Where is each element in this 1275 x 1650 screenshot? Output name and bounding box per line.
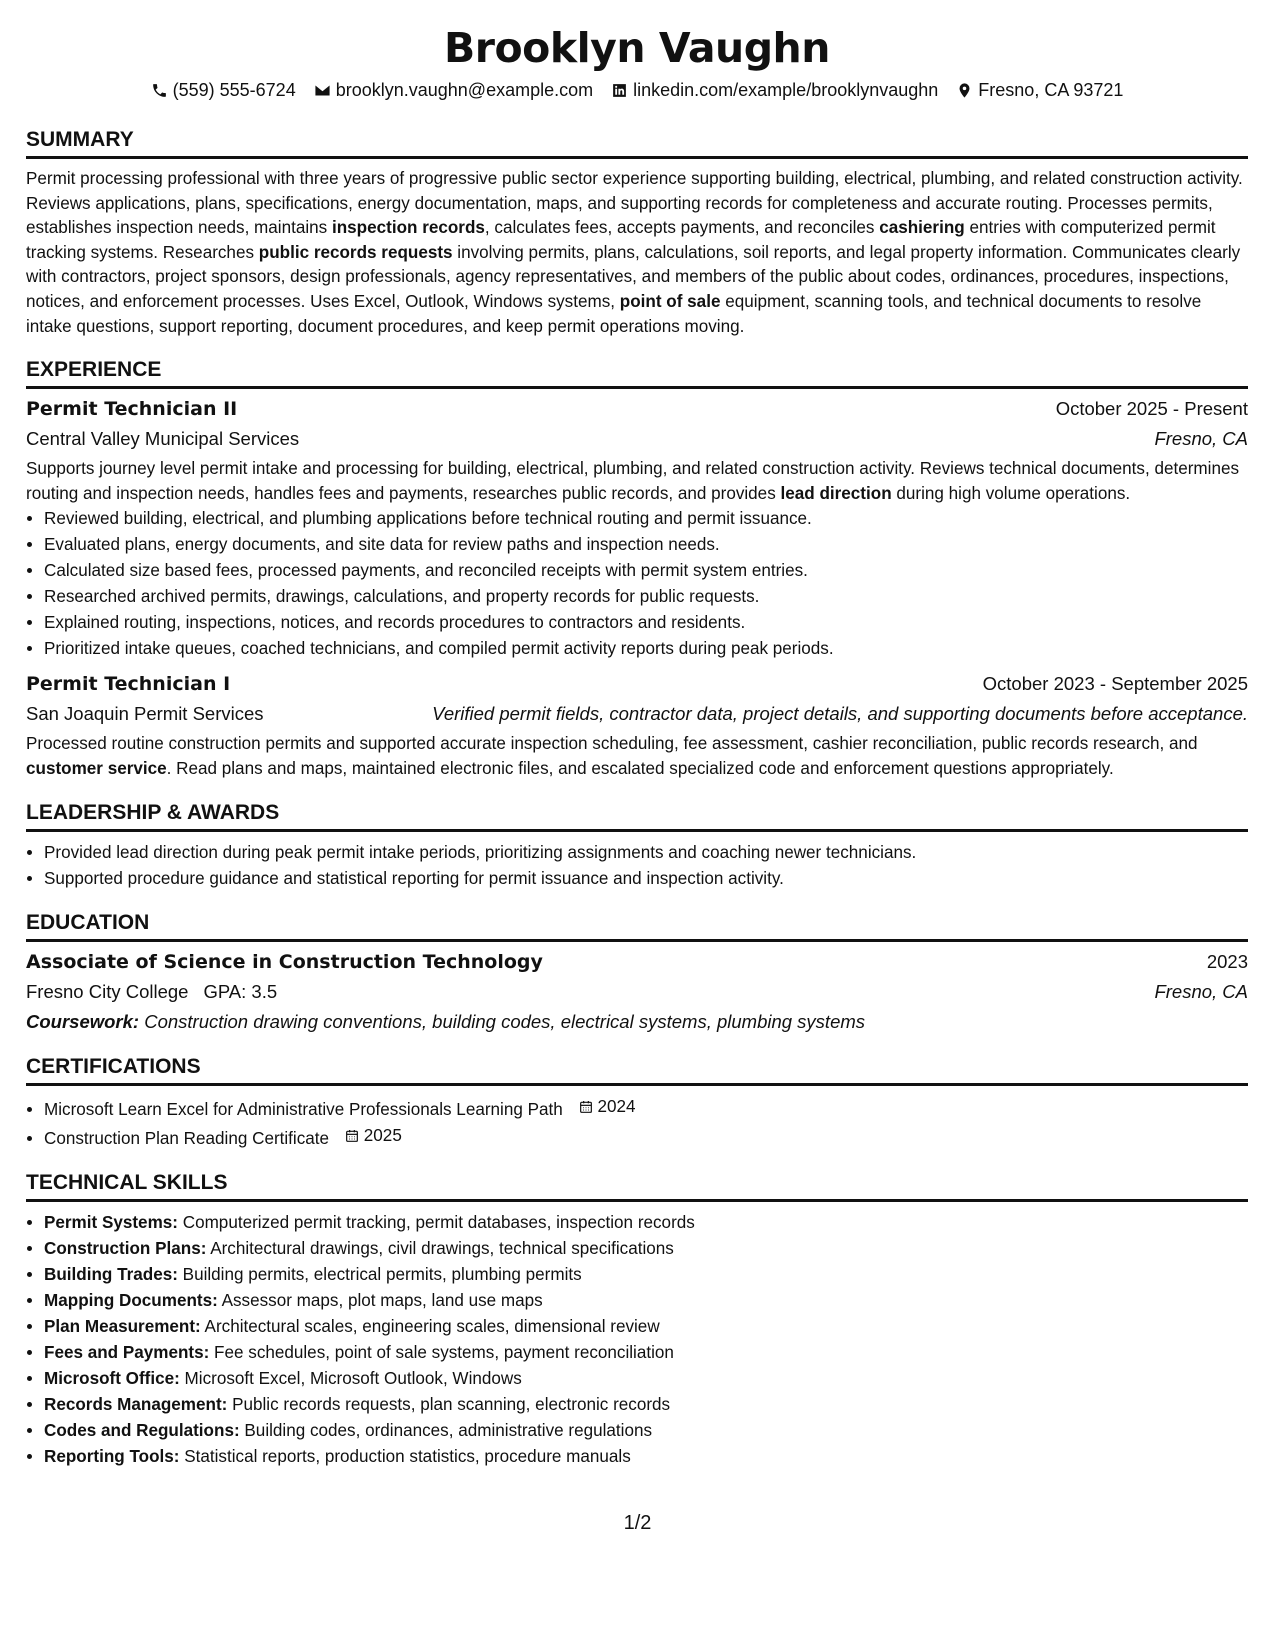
certification-date [578, 1094, 636, 1120]
job-date: October 2025 - Present [1055, 398, 1248, 420]
summary-part: equipment, scanning tools, and technical documents to resolve intake questions, support reporting, document procedures, and keep permit operations moving. [26, 291, 1202, 336]
candidate-name: Brooklyn Vaughn [444, 24, 830, 72]
list-item: • Prioritized intake queues, coached technicians, and compiled permit activity reports during peak periods. [44, 636, 1248, 662]
skill-label: Fees and Payments: [44, 1342, 210, 1362]
envelope-icon [314, 82, 331, 99]
calendar-icon [578, 1099, 594, 1115]
list-item [44, 1444, 1248, 1470]
skill-value: Microsoft Excel, Microsoft Outlook, Windows [179, 1368, 522, 1388]
list-item: • Evaluated plans, energy documents, and site data for review paths and inspection needs. [44, 532, 1248, 558]
skill-label: Plan Measurement: [44, 1316, 201, 1336]
list-item [44, 1123, 1248, 1152]
gpa: GPA: 3.5 [203, 980, 278, 1002]
contact-phone [151, 78, 296, 102]
certification-name: Microsoft Learn Excel for Administrative Professionals Learning Path [44, 1099, 563, 1119]
contact-linkedin [611, 78, 938, 102]
skill-label: Microsoft Office: [44, 1368, 180, 1388]
education-subheader [26, 978, 1248, 1006]
skill-label: Permit Systems: [44, 1212, 178, 1232]
list-item: • Researched archived permits, drawings, calculations, and property records for public requests. [44, 584, 1248, 610]
job-organization: Central Valley Municipal Services [26, 428, 300, 450]
coursework [26, 1008, 1248, 1036]
job-title: Permit Technician II [26, 398, 238, 421]
job-description-part: during high volume operations. [891, 483, 1131, 503]
contact-location [956, 78, 1123, 102]
summary-keyword: cashiering [879, 218, 965, 238]
list-item [44, 1094, 1248, 1123]
leadership-list [26, 840, 1248, 892]
list-item [44, 1392, 1248, 1418]
job-subheader [26, 700, 1248, 728]
list-item [44, 1314, 1248, 1340]
email-link[interactable]: brooklyn.vaughn@example.com [335, 80, 594, 100]
contact-bar [26, 78, 1248, 102]
summary-part: involving permits, plans, calculations, soil reports, and legal property information. Communicates clearly with contractors, project sponsors, design professionals, agency representatives, and members of the public about codes, ordinances, procedures, inspections, notices, and enforcement processes. Uses Excel, Outlook, Windows systems, [26, 242, 1241, 311]
leadership-heading: LEADERSHIP & AWARDS [26, 800, 1248, 832]
job-bullets [26, 506, 1248, 662]
list-item: • Reviewed building, electrical, and plumbing applications before technical routing and permit issuance. [44, 506, 1248, 532]
linkedin-icon [611, 82, 628, 99]
school-name: Fresno City College [26, 980, 189, 1002]
job-organization: San Joaquin Permit Services [26, 703, 264, 725]
job-description-part: Supports journey level permit intake and processing for building, electrical, plumbing, and related construction activity. Reviews technical documents, determines routing and inspection needs, handles fees and payments, researches public records, and provides [26, 459, 1240, 503]
job-description-part: Processed routine construction permits and supported accurate inspection scheduling, fee assessment, cashier reconciliation, public records research, and [26, 734, 1198, 754]
calendar-icon [344, 1128, 360, 1144]
coursework-list: Construction drawing conventions, building codes, electrical systems, plumbing systems [139, 1010, 866, 1032]
skills-heading: TECHNICAL SKILLS [26, 1170, 1248, 1202]
skill-value: Building permits, electrical permits, plumbing permits [177, 1264, 582, 1284]
phone-icon [151, 82, 168, 99]
list-item: • Calculated size based fees, processed payments, and reconciled receipts with permit system entries. [44, 558, 1248, 584]
phone-text: (559) 555-6724 [172, 80, 296, 100]
list-item [44, 1236, 1248, 1262]
summary-keyword: inspection records [331, 218, 485, 238]
summary-part: Permit processing professional with three years of progressive public sector experience supporting building, electrical, plumbing, and related construction activity. Reviews applications, plans, specifications, energy documentation, maps, and supporting records for completeness and accurate routing. Processes permits, establishes inspection needs, maintains [26, 169, 1243, 238]
skill-value: Architectural drawings, civil drawings, technical specifications [206, 1238, 674, 1258]
list-item [44, 1340, 1248, 1366]
summary-part: , calculates fees, accepts payments, and reconciles [484, 218, 880, 238]
list-item [44, 1210, 1248, 1236]
list-item [44, 1262, 1248, 1288]
resume-page [26, 0, 1248, 1470]
job-date: October 2023 - September 2025 [982, 673, 1248, 695]
page-number: 1/2 [623, 1512, 652, 1534]
skill-value: Architectural scales, engineering scales, dimensional review [200, 1316, 660, 1336]
list-item [44, 1288, 1248, 1314]
certification-date [344, 1123, 402, 1149]
skill-label: Reporting Tools: [44, 1446, 180, 1466]
skill-label: Building Trades: [44, 1264, 178, 1284]
job-description [26, 457, 1248, 506]
summary-part: entries with computerized permit tracking systems. Researches [26, 218, 1216, 262]
job-location: Fresno, CA [1154, 428, 1248, 450]
skills-list [26, 1210, 1248, 1470]
degree-name: Associate of Science in Construction Technology [26, 950, 543, 973]
certification-name: Construction Plan Reading Certificate [44, 1128, 330, 1148]
school-info [26, 978, 277, 1006]
list-item: • Explained routing, inspections, notices, and records procedures to contractors and residents. [44, 610, 1248, 636]
certification-year: 2025 [363, 1125, 402, 1145]
summary-keyword: public records requests [258, 242, 453, 262]
certifications-list [26, 1094, 1248, 1152]
coursework-label: Coursework: [26, 1010, 140, 1032]
summary-heading: SUMMARY [26, 127, 1248, 159]
skill-label: Construction Plans: [44, 1238, 207, 1258]
list-item: • Provided lead direction during peak permit intake periods, prioritizing assignments and coaching newer technicians. [44, 840, 1248, 866]
contact-email [314, 78, 593, 102]
skill-value: Statistical reports, production statistics, procedure manuals [179, 1446, 631, 1466]
experience-heading: EXPERIENCE [26, 357, 1248, 389]
education-header [26, 948, 1248, 976]
location-text: Fresno, CA 93721 [978, 80, 1124, 100]
job-tagline: Verified permit fields, contractor data, project details, and supporting documents before acceptance. [432, 703, 1248, 725]
job-title: Permit Technician I [26, 673, 231, 696]
graduation-year: 2023 [1206, 950, 1248, 972]
skill-label: Mapping Documents: [44, 1290, 218, 1310]
education-heading: EDUCATION [26, 910, 1248, 942]
summary-text [26, 167, 1248, 339]
job-header [26, 670, 1248, 698]
list-item [44, 1418, 1248, 1444]
skill-value: Fee schedules, point of sale systems, payment reconciliation [209, 1342, 674, 1362]
job-keyword: customer service [26, 758, 167, 778]
job-keyword: lead direction [780, 483, 892, 503]
skill-value: Assessor maps, plot maps, land use maps [217, 1290, 543, 1310]
job-header [26, 395, 1248, 423]
skill-label: Records Management: [44, 1394, 228, 1414]
skill-value: Public records requests, plan scanning, electronic records [227, 1394, 671, 1414]
summary-keyword: point of sale [619, 291, 721, 311]
job-subheader [26, 425, 1248, 453]
job-description-part: . Read plans and maps, maintained electronic files, and escalated specialized code and enforcement questions appropriately. [166, 758, 1114, 778]
job-description [26, 732, 1248, 781]
skill-value: Building codes, ordinances, administrative regulations [239, 1420, 653, 1440]
list-item: • Supported procedure guidance and statistical reporting for permit issuance and inspection activity. [44, 866, 1248, 892]
certification-year: 2024 [597, 1096, 636, 1116]
certifications-heading: CERTIFICATIONS [26, 1054, 1248, 1086]
skill-value: Computerized permit tracking, permit databases, inspection records [177, 1212, 695, 1232]
map-pin-icon [956, 82, 973, 99]
linkedin-link[interactable]: linkedin.com/example/brooklynvaughn [633, 80, 939, 100]
school-location: Fresno, CA [1154, 980, 1248, 1002]
skill-label: Codes and Regulations: [44, 1420, 240, 1440]
list-item [44, 1366, 1248, 1392]
